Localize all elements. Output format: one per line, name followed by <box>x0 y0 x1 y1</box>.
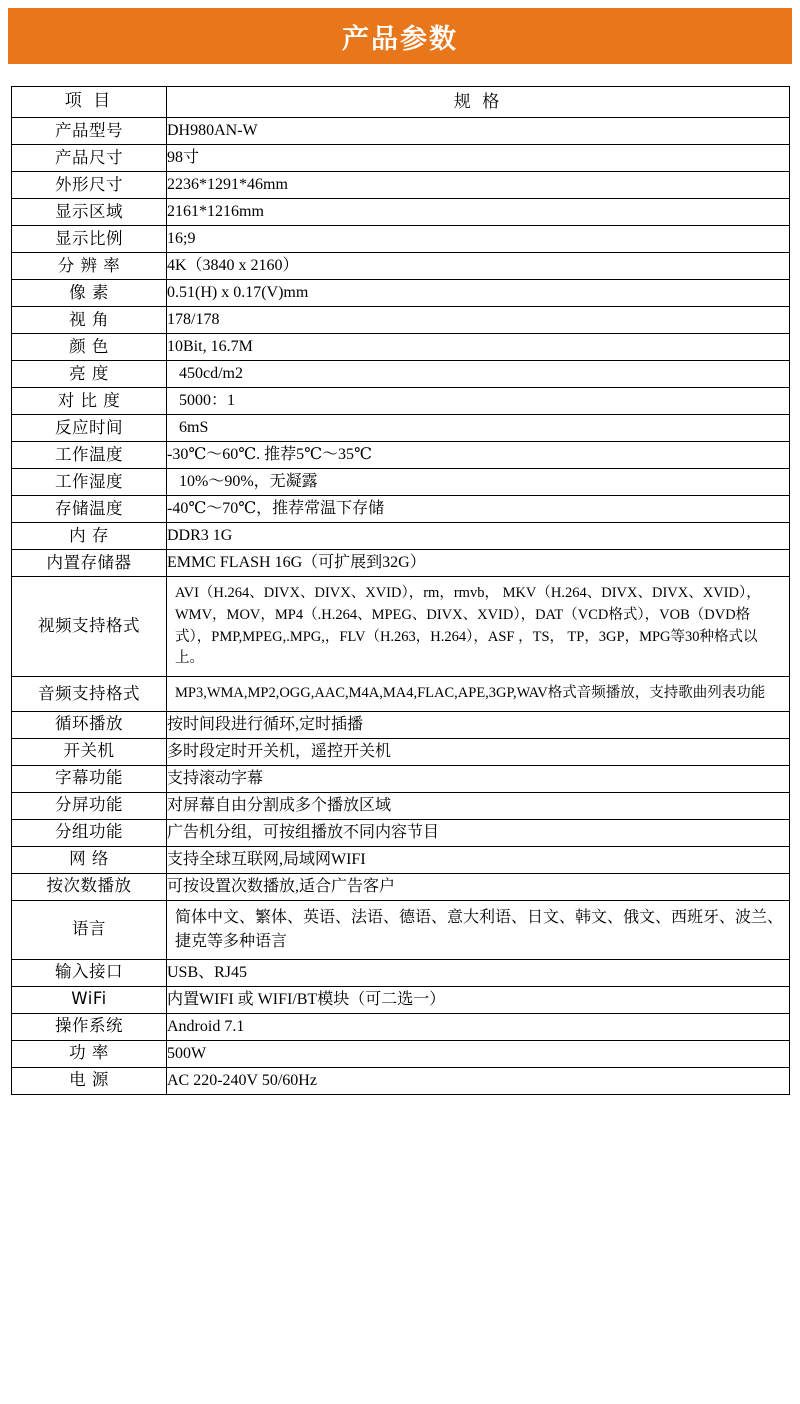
column-header-item: 项 目 <box>12 87 167 118</box>
table-row <box>12 577 790 677</box>
row-label: 按次数播放 <box>12 873 167 900</box>
row-label: 外形尺寸 <box>12 172 167 199</box>
row-value: 500W <box>167 1040 790 1067</box>
row-label: 显示区域 <box>12 199 167 226</box>
row-value: 对屏幕自由分割成多个播放区域 <box>167 792 790 819</box>
row-label: 视 角 <box>12 307 167 334</box>
row-value: 6mS <box>167 415 790 442</box>
row-label: 分屏功能 <box>12 792 167 819</box>
row-value: 98寸 <box>167 145 790 172</box>
row-label: 输入接口 <box>12 959 167 986</box>
row-label: 内置存储器 <box>12 550 167 577</box>
table-row <box>12 738 790 765</box>
table-row <box>12 442 790 469</box>
row-value: 内置WIFI 或 WIFI/BT模块（可二选一） <box>167 986 790 1013</box>
row-value: MP3,WMA,MP2,OGG,AAC,M4A,MA4,FLAC,APE,3GP,WAV格式音频播放，支持歌曲列表功能 <box>167 677 790 712</box>
row-label: 功 率 <box>12 1040 167 1067</box>
table-row <box>12 226 790 253</box>
row-label: 对 比 度 <box>12 388 167 415</box>
table-row <box>12 959 790 986</box>
row-label: 视频支持格式 <box>12 577 167 677</box>
row-value: 支持滚动字幕 <box>167 765 790 792</box>
row-label: 分组功能 <box>12 819 167 846</box>
row-value: 0.51(H) x 0.17(V)mm <box>167 280 790 307</box>
row-label: 颜 色 <box>12 334 167 361</box>
row-value: -30℃～60℃. 推荐5℃～35℃ <box>167 442 790 469</box>
row-value: 178/178 <box>167 307 790 334</box>
row-label: 反应时间 <box>12 415 167 442</box>
table-row <box>12 118 790 145</box>
row-label: 产品型号 <box>12 118 167 145</box>
table-row <box>12 307 790 334</box>
row-label: 内 存 <box>12 523 167 550</box>
row-value: 2161*1216mm <box>167 199 790 226</box>
page-title-bar <box>8 8 792 64</box>
row-label: 网 络 <box>12 846 167 873</box>
row-label: 音频支持格式 <box>12 677 167 712</box>
table-row <box>12 361 790 388</box>
row-label: 操作系统 <box>12 1013 167 1040</box>
row-value: 2236*1291*46mm <box>167 172 790 199</box>
row-label: 亮 度 <box>12 361 167 388</box>
table-row <box>12 550 790 577</box>
row-label: 工作湿度 <box>12 469 167 496</box>
table-row <box>12 388 790 415</box>
row-label: 分 辨 率 <box>12 253 167 280</box>
table-row <box>12 677 790 712</box>
page-title: 产品参数 <box>342 23 458 55</box>
table-row <box>12 846 790 873</box>
row-value: -40℃～70℃，推荐常温下存储 <box>167 496 790 523</box>
row-label: 电 源 <box>12 1067 167 1094</box>
row-value: 16;9 <box>167 226 790 253</box>
table-header-row <box>12 87 790 118</box>
table-row <box>12 1040 790 1067</box>
row-label: 开关机 <box>12 738 167 765</box>
row-label: 存储温度 <box>12 496 167 523</box>
row-value: AC 220-240V 50/60Hz <box>167 1067 790 1094</box>
row-label: 像 素 <box>12 280 167 307</box>
row-label: 显示比例 <box>12 226 167 253</box>
table-row <box>12 199 790 226</box>
row-value: EMMC FLASH 16G（可扩展到32G） <box>167 550 790 577</box>
row-label: WiFi <box>12 986 167 1013</box>
table-row <box>12 792 790 819</box>
row-label: 工作温度 <box>12 442 167 469</box>
row-label: 产品尺寸 <box>12 145 167 172</box>
row-value: 10%～90%，无凝露 <box>167 469 790 496</box>
row-value: 4K（3840 x 2160） <box>167 253 790 280</box>
column-header-spec: 规 格 <box>167 87 790 118</box>
row-value: 简体中文、繁体、英语、法语、德语、意大利语、日文、韩文、俄文、西班牙、波兰、捷克等多种语言 <box>167 900 790 959</box>
table-row <box>12 873 790 900</box>
product-spec-page <box>0 8 800 1404</box>
row-label: 语言 <box>12 900 167 959</box>
table-row <box>12 819 790 846</box>
row-value: 可按设置次数播放,适合广告客户 <box>167 873 790 900</box>
table-row <box>12 253 790 280</box>
table-row <box>12 172 790 199</box>
table-row <box>12 1013 790 1040</box>
row-label: 字幕功能 <box>12 765 167 792</box>
row-value: 450cd/m2 <box>167 361 790 388</box>
row-value: 按时间段进行循环,定时插播 <box>167 711 790 738</box>
row-value: 广告机分组，可按组播放不同内容节目 <box>167 819 790 846</box>
title-table-gap <box>0 64 800 86</box>
table-row <box>12 900 790 959</box>
table-row <box>12 145 790 172</box>
row-label: 循环播放 <box>12 711 167 738</box>
row-value: Android 7.1 <box>167 1013 790 1040</box>
row-value: DDR3 1G <box>167 523 790 550</box>
row-value: USB、RJ45 <box>167 959 790 986</box>
table-row <box>12 1067 790 1094</box>
row-value: 支持全球互联网,局域网WIFI <box>167 846 790 873</box>
table-row <box>12 496 790 523</box>
row-value: 多时段定时开关机，遥控开关机 <box>167 738 790 765</box>
row-value: AVI（H.264、DIVX、DIVX、XVID），rm，rmvb， MKV（H.264、DIVX、DIVX、XVID），WMV，MOV，MP4（.H.264、MPEG、DIVX、XVID），DAT（VCD格式），VOB（DVD格式），PMP,MPEG,.MPG,，FLV（H.263，H.264），ASF ，TS， TP，3GP，MPG等30种格式以上。 <box>167 577 790 677</box>
table-row <box>12 280 790 307</box>
table-row <box>12 415 790 442</box>
table-row <box>12 765 790 792</box>
table-row <box>12 334 790 361</box>
table-row <box>12 986 790 1013</box>
table-row <box>12 523 790 550</box>
row-value: 10Bit, 16.7M <box>167 334 790 361</box>
spec-table <box>11 86 790 1095</box>
table-row <box>12 469 790 496</box>
table-row <box>12 711 790 738</box>
row-value: 5000：1 <box>167 388 790 415</box>
row-value: DH980AN-W <box>167 118 790 145</box>
